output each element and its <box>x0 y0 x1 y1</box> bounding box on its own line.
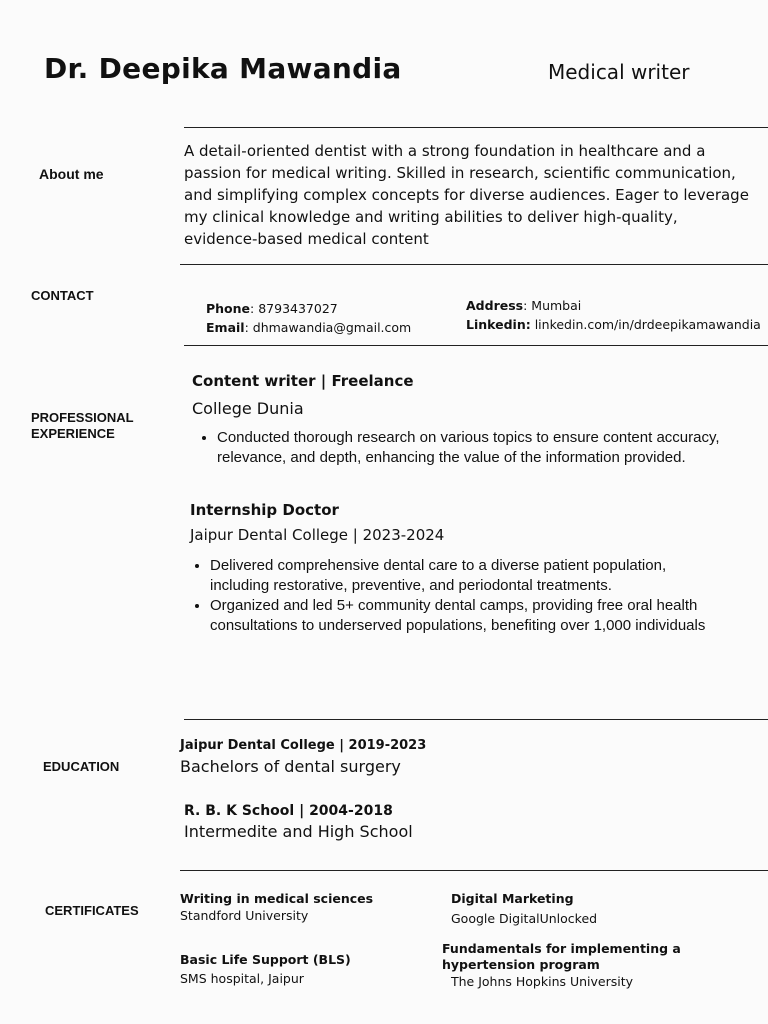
job-title: Internship Doctor <box>190 501 339 519</box>
job-entry <box>190 501 710 636</box>
job-role: Medical writer <box>548 60 690 84</box>
education-item <box>180 738 426 776</box>
phone-line <box>206 299 411 318</box>
email-label: Email <box>206 320 245 335</box>
experience-label-line1: PROFESSIONAL <box>31 410 134 425</box>
education-label: EDUCATION <box>43 759 120 774</box>
bullet: • Conducted thorough research on various topics to ensure content accuracy, relevance, and depth, enhancing the value of the information provided. <box>217 428 722 468</box>
bullet: • Organized and led 5+ community dental camps, providing free oral health consultations to underserved populations, benefiting over 1,000 individuals <box>210 596 710 636</box>
job-entry <box>192 372 722 468</box>
certificate-issuer: SMS hospital, Jaipur <box>180 971 304 986</box>
certificate-title: Digital Marketing <box>451 891 574 906</box>
candidate-name: Dr. Deepika Mawandia <box>44 52 402 85</box>
education-title: R. B. K School | 2004-2018 <box>184 803 393 819</box>
education-detail: Bachelors of dental surgery <box>180 757 401 776</box>
address-line <box>466 296 761 315</box>
linkedin-label: Linkedin: <box>466 317 531 332</box>
certificate-item <box>451 891 597 928</box>
certificate-item <box>442 941 682 991</box>
education-item <box>184 803 413 841</box>
experience-label <box>31 410 134 442</box>
email-value[interactable]: : dhmawandia@gmail.com <box>244 320 412 335</box>
divider <box>184 345 768 346</box>
about-text: A detail-oriented dentist with a strong foundation in healthcare and a passion for medical writing. Skilled in research, scientific communication, and simplifying complex concepts for diverse audiences. Eager to leverage my clinical knowledge and writing abilities to deliver high-quality, evidence-based medical content <box>184 142 749 248</box>
address-label: Address <box>466 298 524 313</box>
certificate-title: Fundamentals for implementing a hypertension program <box>442 941 681 972</box>
experience-label-line2: EXPERIENCE <box>31 426 115 441</box>
certificate-item <box>180 952 351 988</box>
divider <box>184 719 768 720</box>
bullet: • Delivered comprehensive dental care to a diverse patient population, including restorative, preventive, and periodontal treatments. <box>210 556 710 596</box>
divider <box>180 870 768 871</box>
contact-right <box>466 296 761 334</box>
certificate-issuer: The Johns Hopkins University <box>451 974 634 989</box>
contact-label: CONTACT <box>31 288 94 303</box>
job-bullets <box>197 428 722 468</box>
certificate-title: Basic Life Support (BLS) <box>180 952 351 967</box>
education-title: Jaipur Dental College | 2019-2023 <box>180 738 427 753</box>
certificate-title: Writing in medical sciences <box>180 891 374 906</box>
linkedin-line <box>466 315 761 334</box>
divider <box>184 127 768 128</box>
education-detail: Intermedite and High School <box>184 822 413 841</box>
certificate-issuer: Standford University <box>180 908 309 923</box>
email-line <box>206 318 411 337</box>
job-org: Jaipur Dental College | 2023-2024 <box>190 526 445 544</box>
phone-value: : 8793437027 <box>250 301 338 316</box>
contact-left <box>206 299 411 337</box>
certificate-issuer: Google DigitalUnlocked <box>451 911 598 926</box>
divider <box>180 264 768 265</box>
certificate-item <box>180 891 373 925</box>
certificates-label: CERTIFICATES <box>45 903 139 918</box>
address-value: : Mumbai <box>523 298 582 313</box>
job-title: Content writer | Freelance <box>192 372 414 390</box>
phone-label: Phone <box>206 301 251 316</box>
job-bullets <box>190 556 710 636</box>
job-org: College Dunia <box>192 399 304 418</box>
about-label: About me <box>39 166 104 182</box>
linkedin-link[interactable]: linkedin.com/in/drdeepikamawandia <box>530 317 761 332</box>
